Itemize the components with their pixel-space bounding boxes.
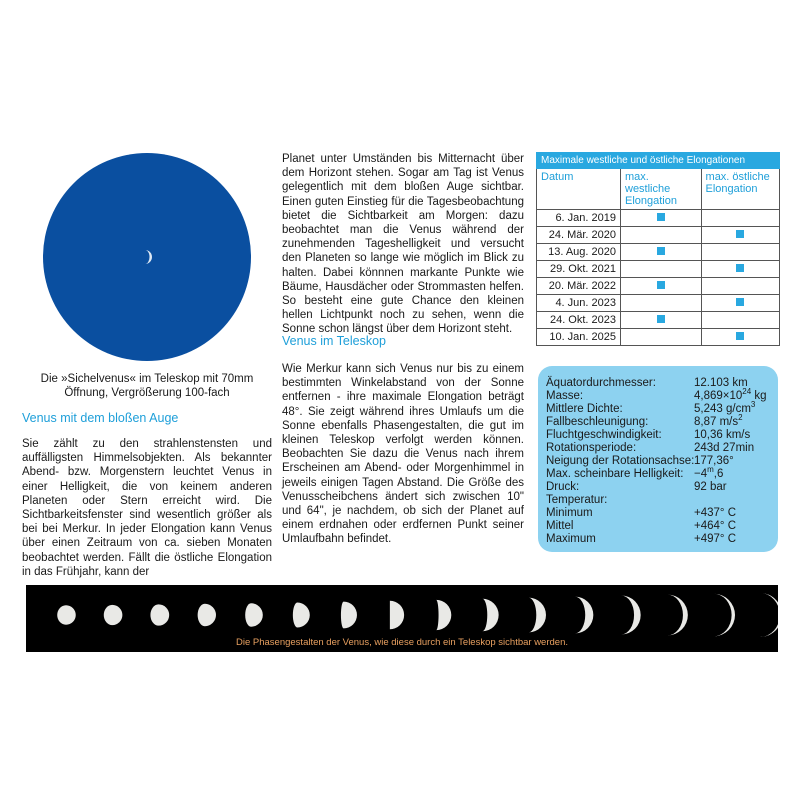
heading-naked-eye: Venus mit dem bloßen Auge	[22, 411, 179, 425]
venus-data-row	[546, 429, 767, 442]
venus-data-list	[546, 377, 767, 546]
elongation-date: 24. Mär. 2020	[537, 227, 621, 244]
elongation-east-cell	[701, 227, 779, 244]
elongation-marker-icon	[657, 213, 665, 221]
elongation-east-cell	[701, 244, 779, 261]
elongation-marker-icon	[657, 315, 665, 323]
col-header-date: Datum	[537, 169, 621, 210]
col-header-east: max. östliche Elongation	[701, 169, 779, 210]
venus-data-label: Rotationsperiode:	[546, 442, 637, 454]
venus-data-row	[546, 520, 767, 533]
venus-data-row	[546, 481, 767, 494]
venus-data-value-tail: ,6	[713, 468, 724, 480]
elongation-marker-icon	[657, 247, 665, 255]
venus-data-row	[546, 387, 767, 403]
elongation-date: 13. Aug. 2020	[537, 244, 621, 261]
venus-data-value-main: +464° C	[694, 520, 737, 532]
middle-body-text-1: Planet unter Umständen bis Mitternacht über dem Horizont stehen. Sogar am Tag ist Venus gelegentlich mit dem bloßen Auge sichtbar. Einen guten Einstieg für die Tagesbeobachtung bietet die Sichtbarkeit am Morgen: dazu beobachtet man die Venus während der zunehmenden Tageshelligkeit und versucht den Planeten so lange wie möglich im Blick zu halten. Dabei könnnen markante Punkte wie Bäume, Hausdächer oder Strommasten helfen. So besteht eine gute Chance den kleinen hellen Lichtpunkt noch zu sehen, wenn die Sonne schon längst über dem Horizont steht.	[282, 153, 524, 336]
venus-data-label: Mittlere Dichte:	[546, 403, 623, 415]
table-row	[537, 261, 780, 278]
elongation-east-cell	[701, 278, 779, 295]
elongation-marker-icon	[736, 298, 744, 306]
venus-phase-icon	[482, 599, 498, 631]
table-row	[537, 244, 780, 261]
venus-data-value-main: +437° C	[694, 507, 737, 519]
elongation-west-cell	[621, 329, 702, 346]
elongation-date: 29. Okt. 2021	[537, 261, 621, 278]
venus-phase-icon	[714, 594, 735, 637]
venus-data-value-sup: 24	[742, 387, 752, 397]
venus-data-label: Äquatordurchmesser:	[546, 377, 656, 389]
venus-data-label: Druck:	[546, 481, 580, 493]
table-row	[537, 210, 780, 227]
venus-data-label: Masse:	[546, 390, 584, 402]
heading-telescope: Venus im Teleskop	[282, 334, 386, 348]
elongation-west-cell	[621, 244, 702, 261]
venus-data-row	[546, 442, 767, 455]
elongation-west-cell	[621, 261, 702, 278]
left-body-text: Sie zählt zu den strahlenstensten und auffälligsten Himmelsobjekten. Als bekannter Abend- bzw. Morgenstern leuchtet Venus in einer Helligkeit, die von keinem anderen Planeten oder Stern erreicht wird. Die Sichtbarkeitsfenster sind wesentlich größer als bei bei Merkur. In jeder Elongation kann Venus über einen Zeitraum von ca. sieben Monaten beobachtet werden. Fällt die östliche Elongation in das Frühjahr, kann der	[22, 438, 272, 578]
venus-phase-icon	[529, 598, 546, 633]
venus-data-label: Fallbeschleunigung:	[546, 416, 649, 428]
elongation-west-cell	[621, 210, 702, 227]
venus-data-label: Max. scheinbare Helligkeit:	[546, 468, 684, 480]
elongation-date: 6. Jan. 2019	[537, 210, 621, 227]
venus-data-value-main: 8,87 m/s	[694, 416, 739, 428]
table-row	[537, 278, 780, 295]
venus-data-row	[546, 455, 767, 468]
elongation-west-cell	[621, 278, 702, 295]
venus-data-value-tail: kg	[751, 390, 767, 402]
venus-data-row	[546, 377, 767, 390]
venus-phase-icon	[341, 602, 357, 629]
venus-phase-icon	[293, 603, 310, 628]
venus-phase-icon	[436, 600, 451, 630]
table-row	[537, 295, 780, 312]
venus-phase-icon	[667, 595, 687, 636]
venus-data-value-main: 10,36 km/s	[694, 429, 751, 441]
venus-phase-icon	[575, 597, 593, 634]
venus-data-value	[694, 429, 750, 442]
venus-data-value	[694, 400, 756, 416]
table-caption: Maximale westliche und östliche Elongationen	[537, 153, 780, 169]
venus-data-label: Neigung der Rotationsachse:	[546, 455, 695, 467]
venus-phase-icon	[198, 604, 216, 626]
venus-phase-icon	[150, 604, 169, 625]
phase-caption: Die Phasengestalten der Venus, wie diese durch ein Teleskop sichtbar werden.	[236, 637, 568, 648]
venus-data-value-main: +497° C	[694, 533, 737, 545]
venus-data-label: Minimum	[546, 507, 593, 519]
venus-data-label: Fluchtgeschwindigkeit:	[546, 429, 662, 441]
elongation-date: 20. Mär. 2022	[537, 278, 621, 295]
venus-phase-icon	[104, 605, 123, 625]
venus-data-value-main: 12.103 km	[694, 377, 748, 389]
venus-phase-icon	[57, 605, 76, 625]
venus-phase-icon	[621, 596, 640, 635]
venus-data-value	[694, 413, 743, 429]
figure-caption: Die »Sichelvenus« im Teleskop mit 70mm Öffnung, Vergrößerung 100-fach	[40, 373, 254, 399]
telescope-disc	[43, 153, 251, 361]
venus-data-row	[546, 494, 767, 507]
elongation-east-cell	[701, 312, 779, 329]
elongation-west-cell	[621, 312, 702, 329]
middle-body-text-2: Wie Merkur kann sich Venus nur bis zu einem bestimmten Winkelabstand von der Sonne entfernen - ihre maximale Elongation beträgt 48°. Sie zeigt während ihres Umlaufs um die Sonne ebenfalls Phasengestalten, die gut im kleinen Teleskop verfolgt werden können. Beobachten Sie dazu die Venus nach ihrem Erscheinen am Abend- oder Morgenhimmel in jeweils einigen Tagen Abstand. Die Größe des Venusscheibchens ändert sich zwischen 10" und 64", je nachdem, ob sich der Planet auf einem erdnahen oder erdfernen Punkt seiner Umlaufbahn befindet.	[282, 363, 524, 546]
venus-data-row	[546, 507, 767, 520]
venus-data-label: Mittel	[546, 520, 574, 532]
elongation-east-cell	[701, 329, 779, 346]
venus-data-value-sup: 2	[738, 413, 743, 423]
table-row	[537, 312, 780, 329]
elongation-marker-icon	[657, 281, 665, 289]
venus-data-value-main: 243d 27min	[694, 442, 755, 454]
elongation-west-cell	[621, 227, 702, 244]
venus-data-label: Maximum	[546, 533, 596, 545]
elongation-marker-icon	[736, 230, 744, 238]
elongation-date: 4. Jun. 2023	[537, 295, 621, 312]
elongation-table-body	[537, 210, 780, 346]
venus-phase-icon	[390, 601, 404, 630]
venus-data-value	[694, 387, 767, 403]
elongation-east-cell	[701, 210, 779, 227]
table-row	[537, 227, 780, 244]
venus-data-value	[694, 442, 754, 455]
elongation-east-cell	[701, 295, 779, 312]
venus-data-row	[546, 413, 767, 429]
venus-data-value	[694, 465, 724, 481]
venus-data-value	[694, 520, 736, 533]
venus-data-row	[546, 400, 767, 416]
venus-data-value-main: 4,869×10	[694, 390, 743, 402]
venus-data-value-main: 5,243 g/cm	[694, 403, 751, 415]
venus-data-value-main: 92 bar	[694, 481, 727, 493]
elongation-date: 24. Okt. 2023	[537, 312, 621, 329]
elongation-west-cell	[621, 295, 702, 312]
venus-data-value	[694, 507, 736, 520]
elongation-marker-icon	[736, 264, 744, 272]
telescope-view-image	[42, 152, 252, 362]
elongation-date: 10. Jan. 2025	[537, 329, 621, 346]
venus-phase-icon	[760, 593, 778, 637]
venus-data-value	[694, 533, 736, 546]
venus-data-row	[546, 533, 767, 546]
elongation-marker-icon	[736, 332, 744, 340]
venus-phase-icon	[245, 603, 263, 626]
table-row	[537, 329, 780, 346]
venus-data-value-sup: m	[707, 465, 714, 475]
venus-data-value	[694, 377, 748, 390]
venus-data-label: Temperatur:	[546, 494, 608, 506]
elongation-table	[536, 152, 780, 346]
venus-data-value-sup: 3	[750, 400, 756, 410]
venus-data-value	[694, 481, 727, 494]
venus-data-value-main: −4	[694, 468, 708, 480]
col-header-west: max. westliche Elongation	[621, 169, 702, 210]
venus-data-value-main: 177,36°	[694, 455, 734, 467]
elongation-east-cell	[701, 261, 779, 278]
venus-data-row	[546, 465, 767, 481]
